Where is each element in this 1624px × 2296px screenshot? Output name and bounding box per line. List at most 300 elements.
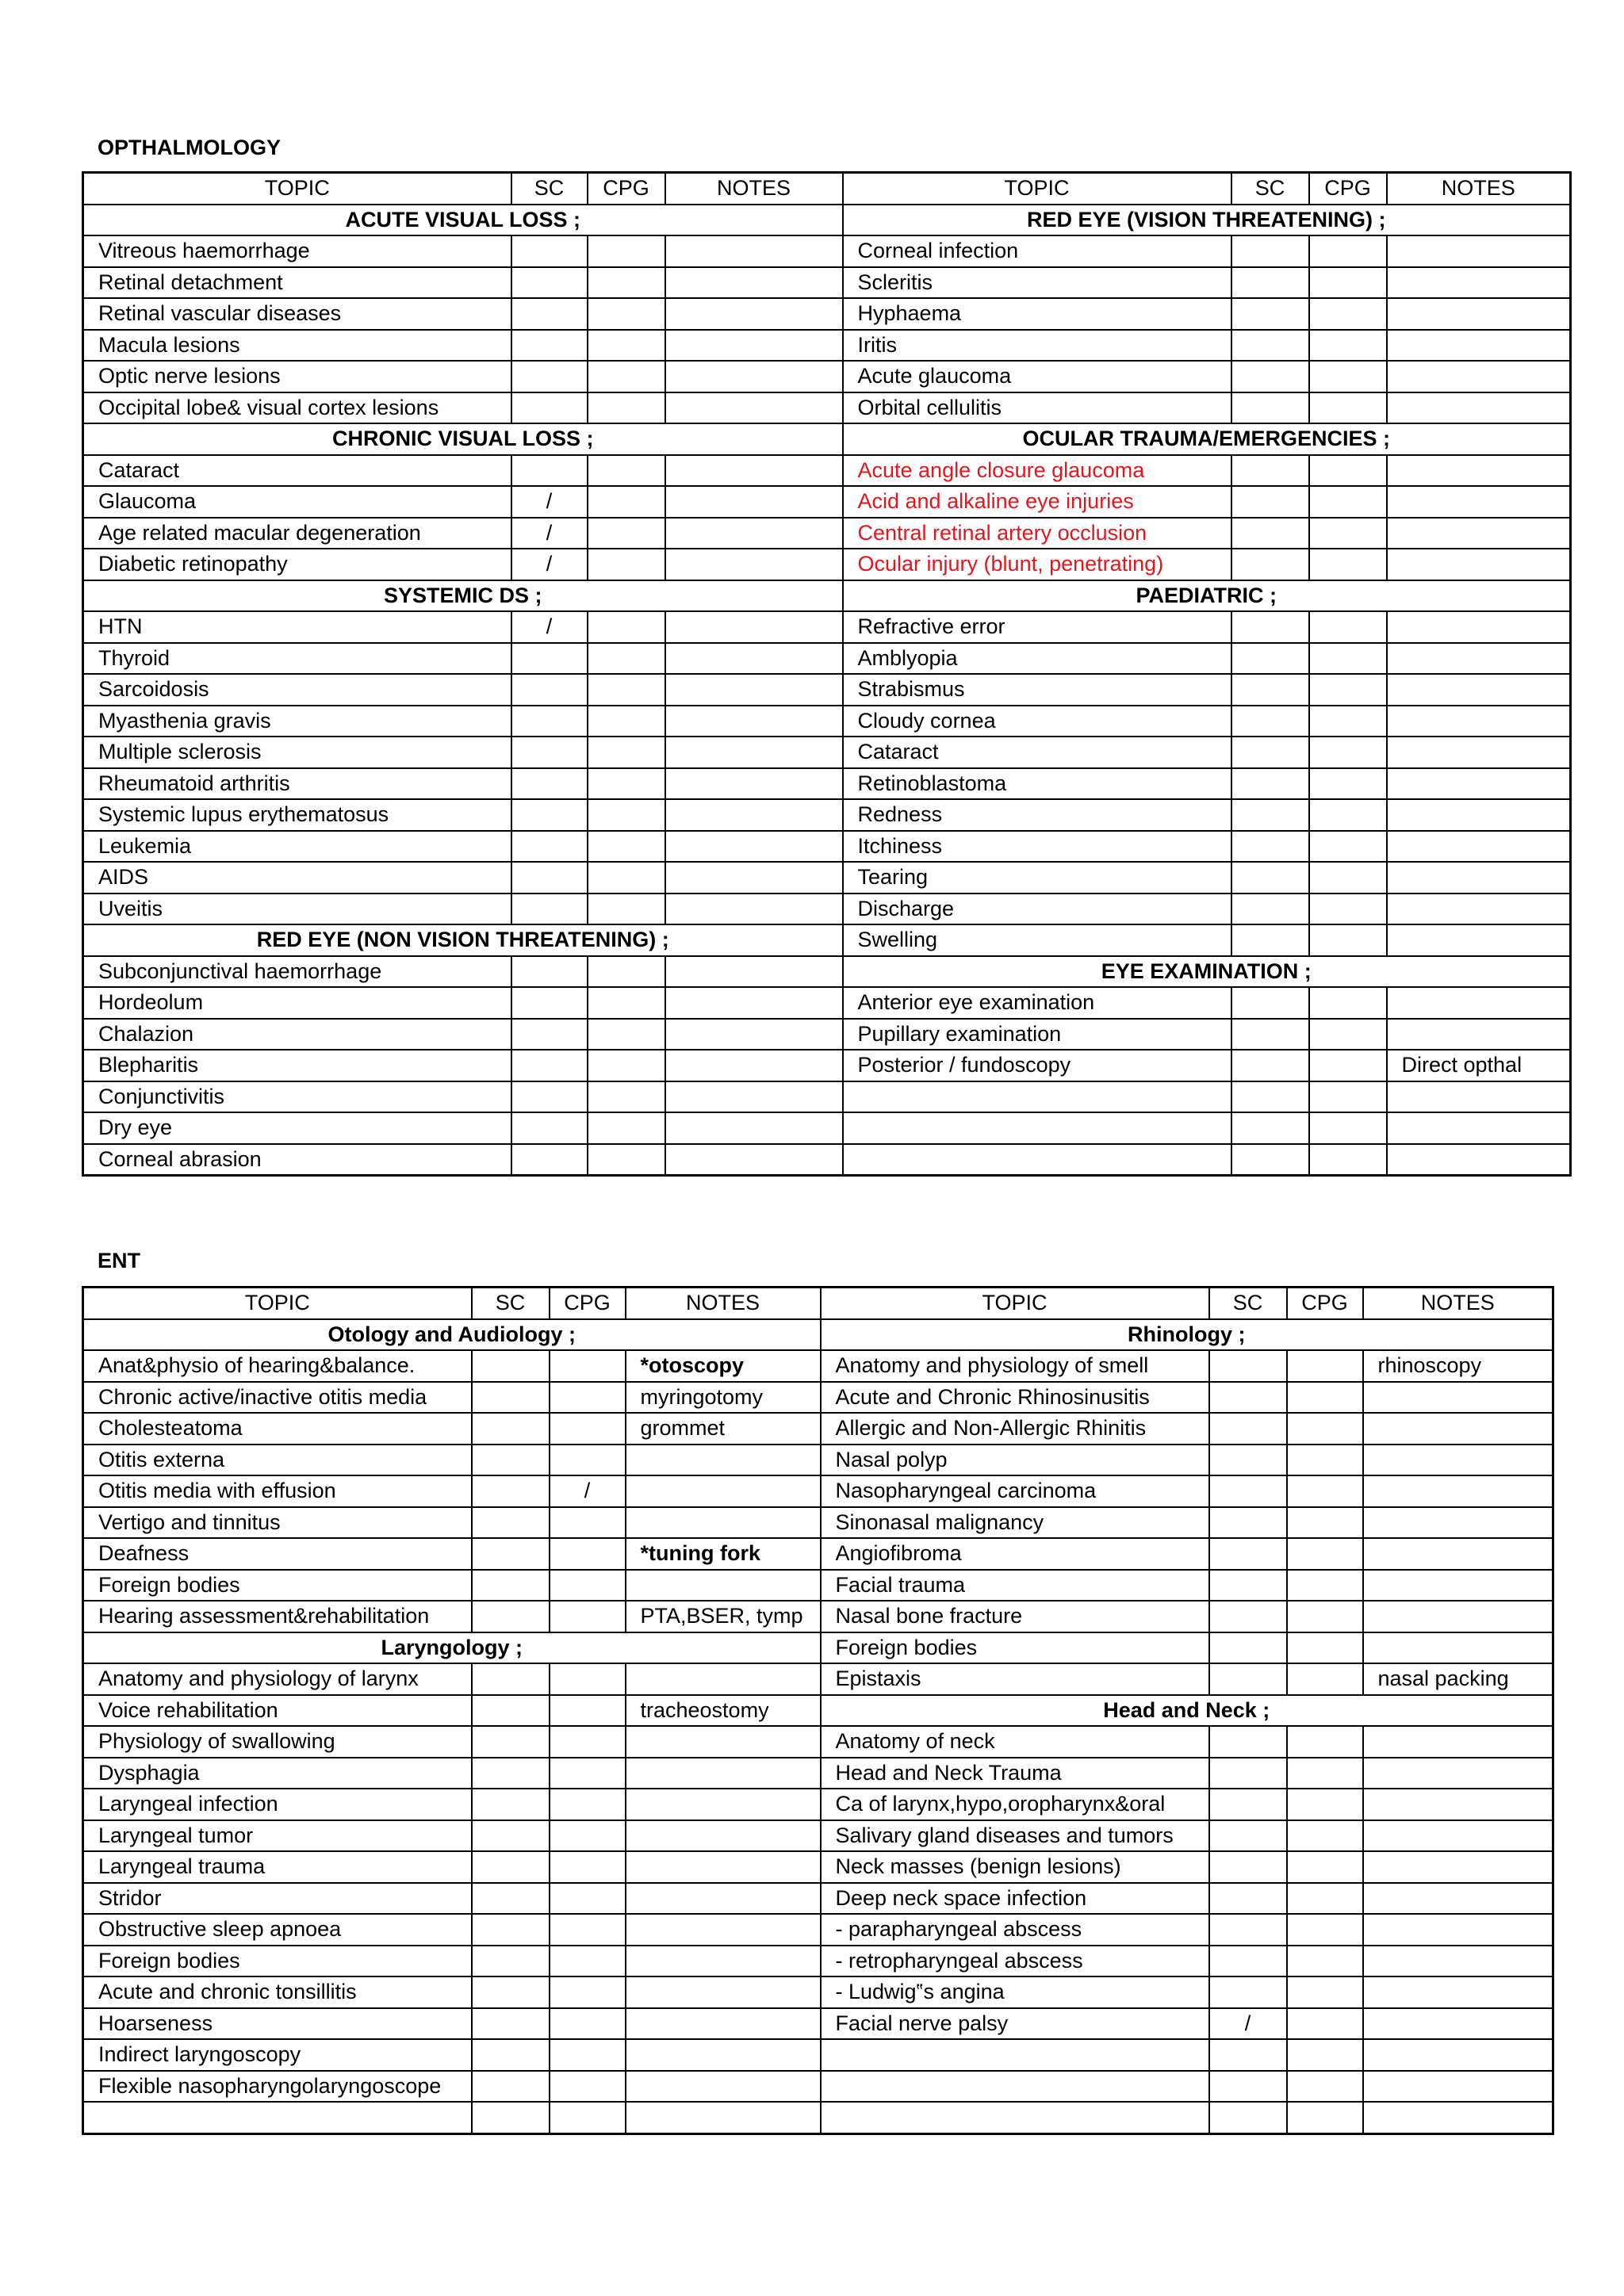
sc-cell: / — [511, 549, 588, 580]
ent-table — [82, 1286, 1554, 2135]
column-header-notes: NOTES — [626, 1288, 821, 1319]
sc-cell — [1209, 1851, 1287, 1883]
cpg-cell — [1309, 486, 1387, 518]
cpg-cell — [588, 549, 665, 580]
topic-cell: Salivary gland diseases and tumors — [821, 1820, 1209, 1852]
cpg-cell — [1309, 1081, 1387, 1113]
sc-cell — [1209, 1758, 1287, 1789]
notes-cell — [1363, 1538, 1553, 1570]
cpg-cell — [1309, 611, 1387, 643]
notes-cell — [665, 330, 843, 362]
column-header-notes: NOTES — [1387, 173, 1571, 205]
topic-cell: Cataract — [843, 737, 1231, 768]
cpg-cell — [588, 267, 665, 299]
topic-cell: Flexible nasopharyngolaryngoscope — [83, 2071, 472, 2103]
cpg-cell — [1309, 330, 1387, 362]
notes-cell — [626, 1820, 821, 1852]
table-row — [83, 924, 1571, 956]
table-row — [83, 1319, 1553, 1351]
table-row — [83, 2102, 1553, 2133]
notes-cell — [665, 831, 843, 863]
topic-cell — [843, 1081, 1231, 1113]
table-row — [83, 2008, 1553, 2040]
column-header-notes: NOTES — [1363, 1288, 1553, 1319]
cpg-cell — [1309, 831, 1387, 863]
notes-cell: myringotomy — [626, 1382, 821, 1414]
cpg-cell — [1287, 2039, 1363, 2071]
notes-cell — [1387, 455, 1571, 487]
section-heading: EYE EXAMINATION ; — [843, 956, 1571, 988]
cpg-cell — [550, 1883, 626, 1915]
section-heading: Laryngology ; — [83, 1632, 821, 1664]
cpg-cell — [1287, 2102, 1363, 2133]
sc-cell — [1209, 2071, 1287, 2103]
table-row — [83, 1144, 1571, 1176]
table-row — [83, 392, 1571, 424]
notes-cell — [1363, 1632, 1553, 1664]
notes-cell — [1387, 330, 1571, 362]
topic-cell: Allergic and Non-Allergic Rhinitis — [821, 1413, 1209, 1445]
cpg-cell — [1287, 1914, 1363, 1946]
topic-cell: Dry eye — [83, 1112, 511, 1144]
sc-cell: / — [511, 518, 588, 549]
topic-cell: Hordeolum — [83, 987, 511, 1019]
notes-cell — [626, 1507, 821, 1539]
notes-cell — [626, 1851, 821, 1883]
table-row — [83, 956, 1571, 988]
ophthalmology-table — [82, 171, 1572, 1177]
sc-cell — [1231, 267, 1309, 299]
topic-cell: Refractive error — [843, 611, 1231, 643]
notes-cell — [1363, 2039, 1553, 2071]
topic-cell: Cholesteatoma — [83, 1413, 472, 1445]
table-row — [83, 1413, 1553, 1445]
topic-cell: Central retinal artery occlusion — [843, 518, 1231, 549]
notes-cell — [626, 1946, 821, 1977]
section-heading: Rhinology ; — [821, 1319, 1553, 1351]
sc-cell — [472, 1976, 550, 2008]
table-row — [83, 1976, 1553, 2008]
notes-cell — [665, 987, 843, 1019]
topic-cell: Discharge — [843, 894, 1231, 925]
cpg-cell — [588, 674, 665, 706]
ophthalmology-section-title: OPTHALMOLOGY — [98, 136, 281, 159]
cpg-cell — [1309, 924, 1387, 956]
cpg-cell — [588, 1050, 665, 1081]
notes-cell — [1363, 1946, 1553, 1977]
sc-cell — [511, 737, 588, 768]
topic-cell: Macula lesions — [83, 330, 511, 362]
notes-cell — [665, 862, 843, 894]
notes-cell — [1363, 1976, 1553, 2008]
notes-cell — [665, 361, 843, 392]
section-heading: CHRONIC VISUAL LOSS ; — [83, 423, 843, 455]
sc-cell — [511, 674, 588, 706]
notes-cell — [626, 1758, 821, 1789]
cpg-cell — [1287, 1445, 1363, 1476]
topic-cell — [83, 2102, 472, 2133]
topic-cell: Angiofibroma — [821, 1538, 1209, 1570]
sc-cell — [472, 2008, 550, 2040]
sc-cell — [1209, 1914, 1287, 1946]
topic-cell: Chalazion — [83, 1019, 511, 1050]
table-row — [83, 1820, 1553, 1852]
notes-cell — [665, 737, 843, 768]
cpg-cell — [1287, 1507, 1363, 1539]
sc-cell — [1209, 2102, 1287, 2133]
topic-cell: Foreign bodies — [821, 1632, 1209, 1664]
cpg-cell — [1309, 1019, 1387, 1050]
cpg-cell — [550, 1758, 626, 1789]
sc-cell — [472, 1507, 550, 1539]
section-heading: Otology and Audiology ; — [83, 1319, 821, 1351]
sc-cell — [511, 643, 588, 675]
ent-section-title: ENT — [98, 1249, 140, 1272]
cpg-cell — [1287, 1538, 1363, 1570]
table-row — [83, 1663, 1553, 1695]
sc-cell — [1231, 674, 1309, 706]
cpg-cell — [550, 1507, 626, 1539]
table-row — [83, 1475, 1553, 1507]
sc-cell — [1231, 1144, 1309, 1176]
notes-cell — [1387, 799, 1571, 831]
cpg-cell — [550, 1663, 626, 1695]
notes-cell — [1387, 862, 1571, 894]
topic-cell: Glaucoma — [83, 486, 511, 518]
table-row — [83, 1789, 1553, 1820]
sc-cell — [511, 298, 588, 330]
topic-cell: Myasthenia gravis — [83, 706, 511, 737]
notes-cell — [665, 1144, 843, 1176]
sc-cell — [511, 455, 588, 487]
notes-cell — [1387, 235, 1571, 267]
notes-cell — [665, 298, 843, 330]
notes-cell — [1363, 2102, 1553, 2133]
notes-cell — [626, 1883, 821, 1915]
sc-cell — [1231, 643, 1309, 675]
sc-cell — [472, 1382, 550, 1414]
topic-cell: Conjunctivitis — [83, 1081, 511, 1113]
topic-cell: Retinal detachment — [83, 267, 511, 299]
cpg-cell — [1287, 1382, 1363, 1414]
table-row — [83, 1851, 1553, 1883]
cpg-cell — [588, 1112, 665, 1144]
cpg-cell — [550, 1976, 626, 2008]
topic-cell: Acute glaucoma — [843, 361, 1231, 392]
table-row — [83, 298, 1571, 330]
section-heading: PAEDIATRIC ; — [843, 580, 1571, 612]
notes-cell — [1387, 643, 1571, 675]
table-row — [83, 1883, 1553, 1915]
topic-cell: Deafness — [83, 1538, 472, 1570]
cpg-cell — [1309, 643, 1387, 675]
sc-cell: / — [511, 611, 588, 643]
sc-cell — [1231, 737, 1309, 768]
topic-cell — [821, 2102, 1209, 2133]
sc-cell — [1209, 1789, 1287, 1820]
cpg-cell — [1309, 706, 1387, 737]
sc-cell — [472, 1663, 550, 1695]
topic-cell: Otitis media with effusion — [83, 1475, 472, 1507]
topic-cell: Cloudy cornea — [843, 706, 1231, 737]
notes-cell — [1363, 1726, 1553, 1758]
cpg-cell — [550, 2071, 626, 2103]
sc-cell — [511, 831, 588, 863]
cpg-cell — [1309, 549, 1387, 580]
notes-cell — [626, 1789, 821, 1820]
topic-cell: Itchiness — [843, 831, 1231, 863]
notes-cell — [1387, 768, 1571, 800]
sc-cell — [472, 1946, 550, 1977]
cpg-cell — [588, 894, 665, 925]
notes-cell — [665, 674, 843, 706]
section-heading: ACUTE VISUAL LOSS ; — [83, 205, 843, 236]
topic-cell: Physiology of swallowing — [83, 1726, 472, 1758]
column-header-sc: SC — [511, 173, 588, 205]
topic-cell: Foreign bodies — [83, 1570, 472, 1601]
column-header-cpg: CPG — [1287, 1288, 1363, 1319]
topic-cell: Vertigo and tinnitus — [83, 1507, 472, 1539]
notes-cell — [1363, 1601, 1553, 1632]
cpg-cell — [588, 1019, 665, 1050]
sc-cell — [1231, 549, 1309, 580]
sc-cell — [1209, 1475, 1287, 1507]
cpg-cell — [550, 1570, 626, 1601]
notes-cell — [626, 1726, 821, 1758]
notes-cell — [1363, 1382, 1553, 1414]
sc-cell — [472, 1570, 550, 1601]
sc-cell — [472, 1820, 550, 1852]
topic-cell — [821, 2071, 1209, 2103]
topic-cell: Leukemia — [83, 831, 511, 863]
cpg-cell — [550, 2102, 626, 2133]
notes-cell — [665, 235, 843, 267]
cpg-cell — [1309, 768, 1387, 800]
sc-cell — [1209, 1976, 1287, 2008]
topic-cell: Occipital lobe& visual cortex lesions — [83, 392, 511, 424]
cpg-cell — [1309, 862, 1387, 894]
notes-cell — [1387, 1019, 1571, 1050]
cpg-cell — [588, 799, 665, 831]
notes-cell — [626, 2008, 821, 2040]
notes-cell — [665, 894, 843, 925]
cpg-cell — [588, 706, 665, 737]
cpg-cell — [550, 1789, 626, 1820]
topic-cell: Dysphagia — [83, 1758, 472, 1789]
sc-cell — [1231, 1050, 1309, 1081]
column-header-cpg: CPG — [550, 1288, 626, 1319]
table-row — [83, 549, 1571, 580]
cpg-cell — [588, 235, 665, 267]
table-row — [83, 1019, 1571, 1050]
cpg-cell — [1287, 1632, 1363, 1664]
cpg-cell — [550, 1726, 626, 1758]
cpg-cell — [588, 455, 665, 487]
topic-cell: Sinonasal malignancy — [821, 1507, 1209, 1539]
topic-cell: Indirect laryngoscopy — [83, 2039, 472, 2071]
table-row — [83, 1914, 1553, 1946]
topic-cell: Epistaxis — [821, 1663, 1209, 1695]
cpg-cell — [1309, 392, 1387, 424]
table-row — [83, 2071, 1553, 2103]
topic-cell: Anterior eye examination — [843, 987, 1231, 1019]
cpg-cell — [1309, 799, 1387, 831]
sc-cell — [511, 799, 588, 831]
sc-cell — [1231, 799, 1309, 831]
table-row — [83, 1112, 1571, 1144]
table-row — [83, 799, 1571, 831]
cpg-cell — [550, 1946, 626, 1977]
sc-cell — [511, 361, 588, 392]
cpg-cell — [1287, 2071, 1363, 2103]
column-header-sc: SC — [1231, 173, 1309, 205]
sc-cell — [511, 768, 588, 800]
cpg-cell — [588, 831, 665, 863]
table-row — [83, 330, 1571, 362]
notes-cell — [665, 1019, 843, 1050]
column-header-notes: NOTES — [665, 173, 843, 205]
table-row — [83, 1695, 1553, 1727]
notes-cell — [1387, 267, 1571, 299]
cpg-cell — [1287, 1976, 1363, 2008]
cpg-cell — [1287, 1946, 1363, 1977]
cpg-cell — [1309, 235, 1387, 267]
notes-cell — [1363, 1475, 1553, 1507]
cpg-cell — [588, 486, 665, 518]
notes-cell — [665, 799, 843, 831]
notes-cell — [665, 486, 843, 518]
notes-cell — [626, 1976, 821, 2008]
sc-cell — [472, 1789, 550, 1820]
sc-cell — [1231, 894, 1309, 925]
topic-cell — [843, 1144, 1231, 1176]
notes-cell — [1387, 611, 1571, 643]
sc-cell — [1231, 924, 1309, 956]
topic-cell: - Ludwig‟s angina — [821, 1976, 1209, 2008]
cpg-cell — [588, 611, 665, 643]
notes-cell — [626, 2102, 821, 2133]
sc-cell — [511, 1019, 588, 1050]
sc-cell — [1231, 392, 1309, 424]
topic-cell: Posterior / fundoscopy — [843, 1050, 1231, 1081]
column-header-topic: TOPIC — [83, 173, 511, 205]
sc-cell — [1209, 1726, 1287, 1758]
cpg-cell: / — [550, 1475, 626, 1507]
sc-cell — [1209, 1570, 1287, 1601]
notes-cell — [1387, 549, 1571, 580]
notes-cell — [626, 1663, 821, 1695]
sc-cell — [511, 956, 588, 988]
cpg-cell — [1309, 674, 1387, 706]
cpg-cell — [1309, 1050, 1387, 1081]
topic-cell: Retinoblastoma — [843, 768, 1231, 800]
sc-cell — [472, 1695, 550, 1727]
sc-cell — [511, 1144, 588, 1176]
cpg-cell — [1309, 298, 1387, 330]
sc-cell — [1231, 455, 1309, 487]
table-row — [83, 1050, 1571, 1081]
cpg-cell — [588, 518, 665, 549]
notes-cell — [665, 611, 843, 643]
sc-cell — [1209, 1663, 1287, 1695]
table-row — [83, 1946, 1553, 1977]
cpg-cell — [1287, 1758, 1363, 1789]
cpg-cell — [588, 330, 665, 362]
notes-cell — [1387, 1112, 1571, 1144]
cpg-cell — [550, 1851, 626, 1883]
notes-cell — [1363, 1758, 1553, 1789]
cpg-cell — [588, 956, 665, 988]
sc-cell — [511, 235, 588, 267]
table-row — [83, 423, 1571, 455]
sc-cell — [511, 330, 588, 362]
notes-cell: tracheostomy — [626, 1695, 821, 1727]
table-header-row — [83, 173, 1571, 205]
section-heading: RED EYE (NON VISION THREATENING) ; — [83, 924, 843, 956]
notes-cell: *tuning fork — [626, 1538, 821, 1570]
notes-cell — [626, 2039, 821, 2071]
table-row — [83, 1632, 1553, 1664]
sc-cell — [511, 267, 588, 299]
cpg-cell — [1309, 455, 1387, 487]
cpg-cell — [550, 1820, 626, 1852]
sc-cell — [1231, 1081, 1309, 1113]
cpg-cell — [1309, 894, 1387, 925]
notes-cell — [1363, 2008, 1553, 2040]
cpg-cell — [1287, 1475, 1363, 1507]
cpg-cell — [1287, 1601, 1363, 1632]
notes-cell — [1387, 706, 1571, 737]
table-row — [83, 643, 1571, 675]
sc-cell — [1209, 2039, 1287, 2071]
notes-cell — [1387, 1144, 1571, 1176]
notes-cell — [1387, 737, 1571, 768]
cpg-cell — [550, 1382, 626, 1414]
cpg-cell — [1309, 737, 1387, 768]
topic-cell: Acute and Chronic Rhinosinusitis — [821, 1382, 1209, 1414]
cpg-cell — [550, 2008, 626, 2040]
cpg-cell — [1287, 1350, 1363, 1382]
sc-cell: / — [1209, 2008, 1287, 2040]
topic-cell: - retropharyngeal abscess — [821, 1946, 1209, 1977]
topic-cell: Neck masses (benign lesions) — [821, 1851, 1209, 1883]
table-row — [83, 611, 1571, 643]
table-row — [83, 267, 1571, 299]
sc-cell — [472, 1413, 550, 1445]
topic-cell: Laryngeal trauma — [83, 1851, 472, 1883]
notes-cell: *otoscopy — [626, 1350, 821, 1382]
cpg-cell — [1287, 1820, 1363, 1852]
cpg-cell — [1309, 1112, 1387, 1144]
sc-cell — [472, 1883, 550, 1915]
topic-cell: Foreign bodies — [83, 1946, 472, 1977]
notes-cell — [1387, 924, 1571, 956]
topic-cell: Anatomy and physiology of smell — [821, 1350, 1209, 1382]
section-heading: SYSTEMIC DS ; — [83, 580, 843, 612]
topic-cell: Hoarseness — [83, 2008, 472, 2040]
column-header-topic: TOPIC — [843, 173, 1231, 205]
notes-cell — [1363, 1883, 1553, 1915]
topic-cell: Laryngeal tumor — [83, 1820, 472, 1852]
cpg-cell — [1287, 1883, 1363, 1915]
section-heading: OCULAR TRAUMA/EMERGENCIES ; — [843, 423, 1571, 455]
sc-cell — [1209, 1350, 1287, 1382]
column-header-topic: TOPIC — [821, 1288, 1209, 1319]
notes-cell — [665, 267, 843, 299]
topic-cell: Tearing — [843, 862, 1231, 894]
sc-cell — [472, 2102, 550, 2133]
notes-cell — [1363, 1820, 1553, 1852]
